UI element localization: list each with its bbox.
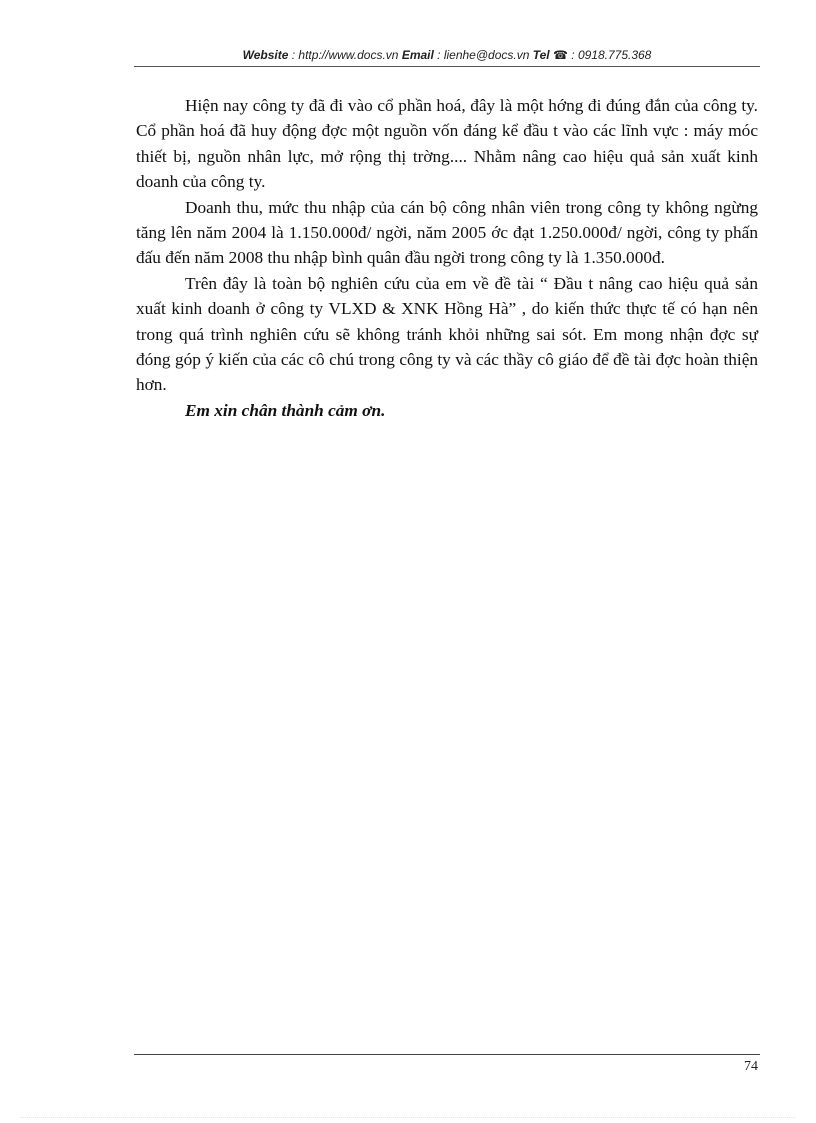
paragraph-equitization: Hiện nay công ty đã đi vào cổ phần hoá, đây là một hớng đi đúng đắn của công ty. Cổ phần hoá đã huy động đợc một nguồn vốn đáng kể đầu t vào các lĩnh vực : máy móc thiết bị, nguồn nhân lực, mở rộng thị trờng.... Nhằm nâng cao hiệu quả sản xuất kinh doanh của công ty. bbox=[136, 96, 758, 192]
email-label: Email bbox=[401, 48, 434, 62]
document-body bbox=[136, 93, 758, 423]
page-edge-divider bbox=[20, 1117, 796, 1118]
page-number: 74 bbox=[744, 1059, 758, 1074]
footer-divider bbox=[134, 1054, 760, 1055]
closing-thanks: Em xin chân thành cảm ơn. bbox=[185, 400, 386, 420]
page-header bbox=[134, 48, 760, 62]
tel-label: Tel bbox=[532, 48, 550, 62]
header-divider bbox=[134, 66, 760, 67]
tel-value: : 0918.775.368 bbox=[567, 48, 652, 62]
paragraph-conclusion: Trên đây là toàn bộ nghiên cứu của em về đề tài “ Đầu t nâng cao hiệu quả sản xuất kinh doanh ở công ty VLXD & XNK Hồng Hà” , do kiến thức thực tế có hạn nên trong quá trình nghiên cứu sẽ không tránh khỏi những sai sót. Em mong nhận đợc sự đóng góp ý kiến của các cô chú trong công ty và các thầy cô giáo để đề tài đợc hoàn thiện hơn. bbox=[136, 273, 758, 395]
website-value: : http://www.docs.vn bbox=[288, 48, 402, 62]
website-label: Website bbox=[242, 48, 289, 62]
paragraph-income: Doanh thu, mức thu nhập của cán bộ công nhân viên trong công ty không ngừng tăng lên năm 2004 là 1.150.000đ/ ngời, năm 2005 ớc đạt 1.250.000đ/ ngời, công ty phấn đấu đến năm 2008 thu nhập bình quân đầu ngời trong công ty là 1.350.000đ. bbox=[136, 197, 758, 268]
phone-icon: ☎ bbox=[552, 48, 568, 62]
email-value: : lienhe@docs.vn bbox=[433, 48, 533, 62]
